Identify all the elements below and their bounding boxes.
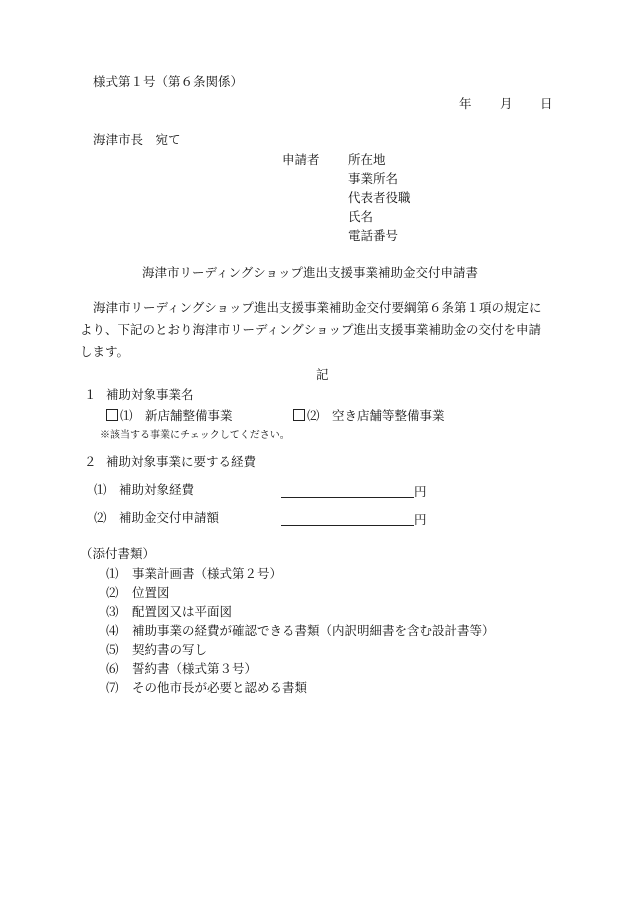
- body-text: 海津市リーディングショップ進出支援事業補助金交付要綱第６条第１項の規定により、下記のとおり海津市リーディングショップ進出支援事業補助金の交付を申請します。: [80, 300, 542, 359]
- applicant-field-address: 所在地: [348, 152, 386, 167]
- attachment-text: その他市長が必要と認める書類: [132, 680, 308, 695]
- document-title: 海津市リーディングショップ進出支援事業補助金交付申請書: [142, 265, 479, 280]
- cost-item-num: ⑵: [94, 510, 107, 525]
- attachment-num: ⑴: [106, 566, 119, 581]
- attachment-num: ⑸: [106, 642, 119, 657]
- option-vacant-store[interactable]: [293, 409, 445, 423]
- date-month: 月: [500, 96, 513, 111]
- cost-item-label: 補助対象経費: [119, 482, 195, 497]
- option-new-store[interactable]: [106, 409, 233, 423]
- section2-number: ２: [84, 454, 97, 469]
- attachment-text: 誓約書（様式第３号）: [132, 661, 258, 676]
- attachment-text: 事業計画書（様式第２号）: [132, 566, 283, 581]
- section2-heading: 補助対象事業に要する経費: [106, 454, 257, 469]
- date-day: 日: [540, 96, 553, 111]
- section1-number: １: [84, 387, 97, 402]
- applicant-label: 申請者: [282, 152, 320, 167]
- applicant-field-phone: 電話番号: [348, 228, 399, 243]
- ki-mark: 記: [316, 367, 329, 382]
- applicant-field-business-name: 事業所名: [348, 171, 399, 186]
- attachment-text: 契約書の写し: [132, 642, 208, 657]
- attachment-text: 補助事業の経費が確認できる書類（内訳明細書を含む設計書等）: [132, 623, 495, 638]
- attachment-num: ⑷: [106, 623, 119, 638]
- checkbox-icon[interactable]: [293, 409, 305, 421]
- checkbox-icon[interactable]: [106, 409, 118, 421]
- section1-heading: 補助対象事業名: [106, 387, 194, 402]
- attachments-heading: （添付書類）: [80, 546, 156, 561]
- applicant-field-name: 氏名: [348, 209, 374, 224]
- section1-note: ※該当する事業にチェックしてください。: [100, 430, 290, 441]
- form-number: 様式第１号（第６条関係）: [93, 74, 244, 89]
- date-year: 年: [459, 96, 472, 111]
- attachment-num: ⑹: [106, 661, 119, 676]
- applicant-field-representative-title: 代表者役職: [348, 190, 411, 205]
- cost-item-unit: 円: [414, 512, 427, 527]
- addressee: 海津市長 宛て: [93, 132, 181, 147]
- attachment-text: 配置図又は平面図: [132, 604, 233, 619]
- cost-item-num: ⑴: [94, 482, 107, 497]
- option-new-store-label: ⑴ 新店舗整備事業: [120, 408, 233, 423]
- attachment-num: ⑵: [106, 585, 119, 600]
- amount-blank[interactable]: [281, 484, 414, 498]
- attachment-num: ⑺: [106, 680, 119, 695]
- attachment-num: ⑶: [106, 604, 119, 619]
- cost-item-label: 補助金交付申請額: [119, 510, 220, 525]
- cost-item-amount[interactable]: [281, 512, 427, 527]
- attachment-text: 位置図: [132, 585, 170, 600]
- amount-blank[interactable]: [281, 512, 414, 526]
- cost-item-amount[interactable]: [281, 484, 427, 499]
- option-vacant-store-label: ⑵ 空き店舗等整備事業: [307, 408, 445, 423]
- cost-item-unit: 円: [414, 484, 427, 499]
